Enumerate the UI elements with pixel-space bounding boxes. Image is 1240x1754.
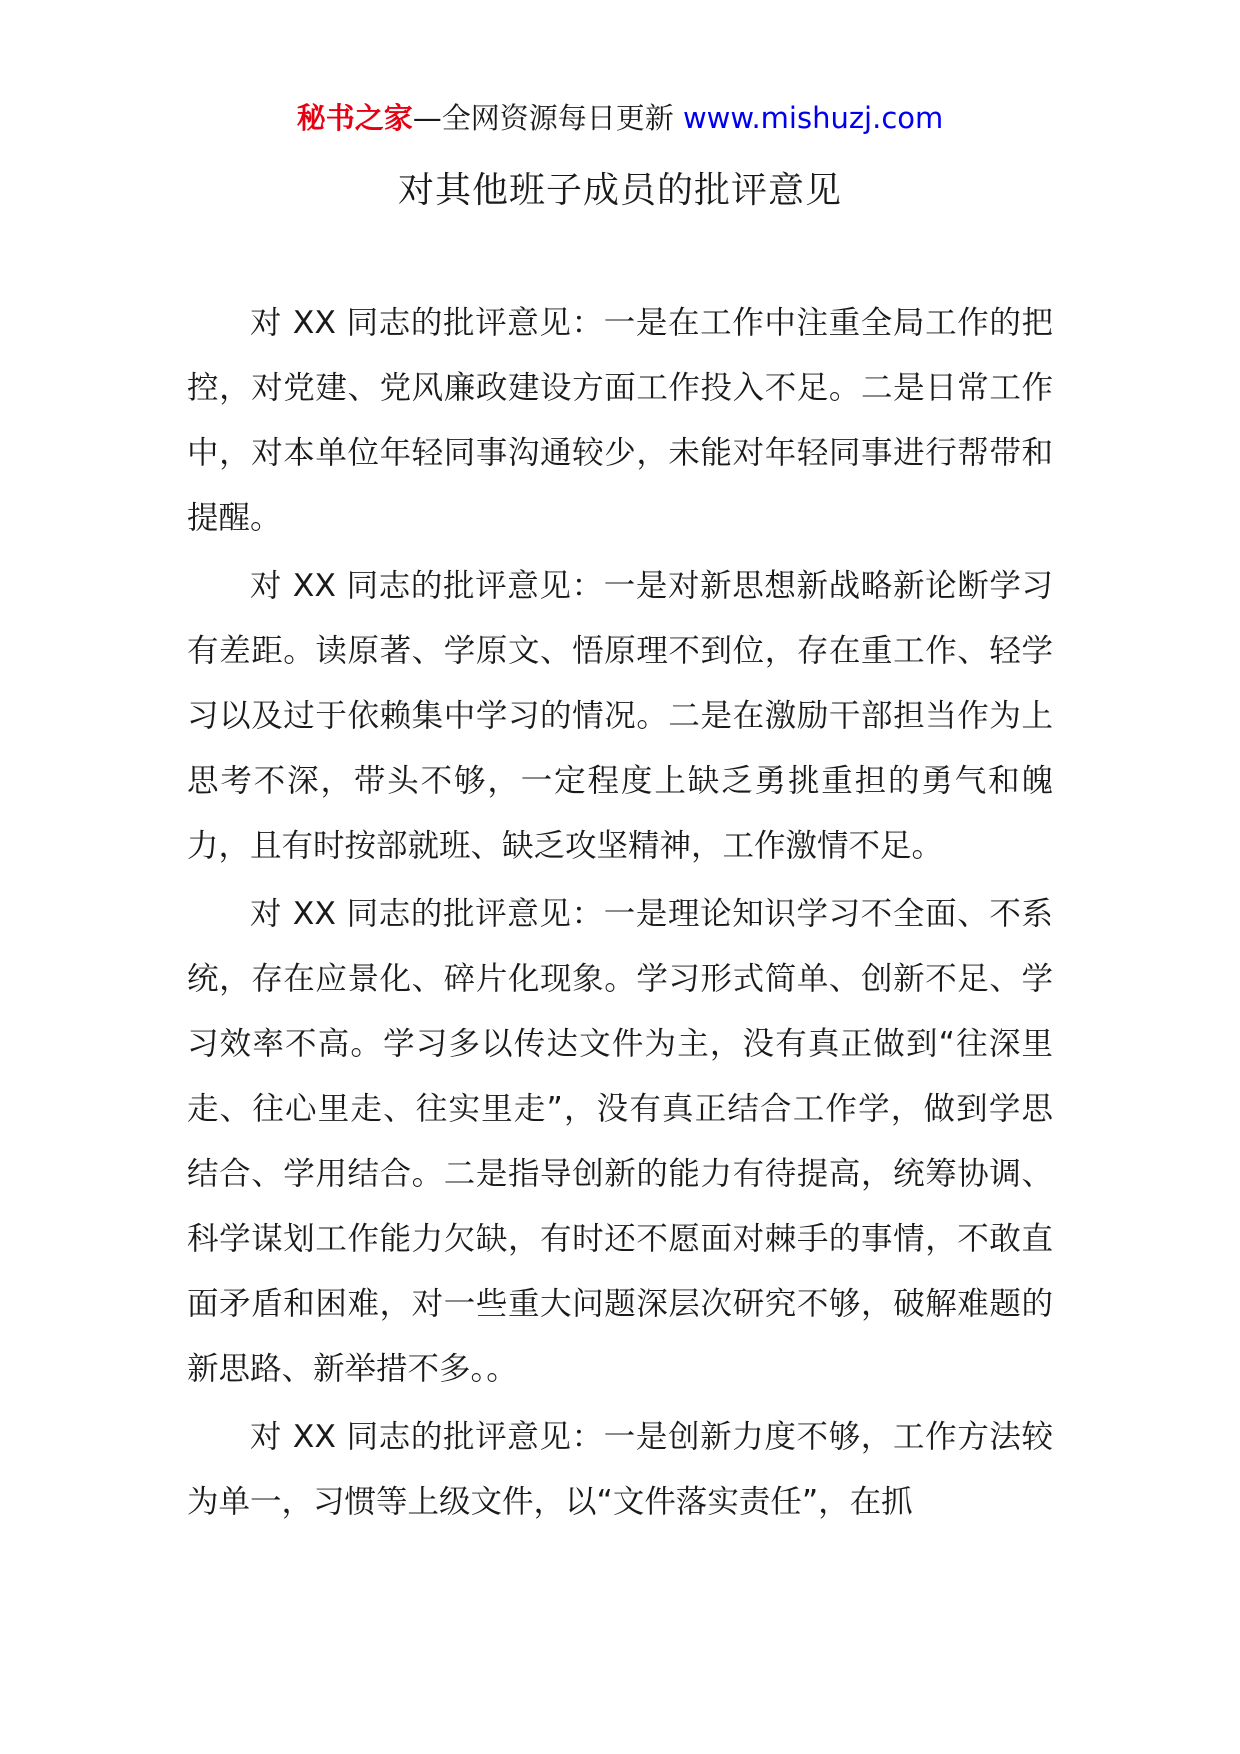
paragraph: 对 XX 同志的批评意见：一是创新力度不够，工作方法较为单一，习惯等上级文件，以“文件落实责任”，在抓: [187, 1419, 1053, 1520]
document-title: 对其他班子成员的批评意见: [397, 170, 842, 211]
paragraph: 对 XX 同志的批评意见：一是在工作中注重全局工作的把控，对党建、党风廉政建设方面工作投入不足。二是日常工作中，对本单位年轻同事沟通较少，未能对年轻同事进行帮带和提醒。: [187, 305, 1053, 536]
site-header: [0, 98, 1240, 138]
site-url-link[interactable]: www.mishuzj.com: [682, 101, 944, 135]
paragraph: 对 XX 同志的批评意见：一是对新思想新战略新论断学习有差距。读原著、学原文、悟原理不到位，存在重工作、轻学习以及过于依赖集中学习的情况。二是在激励干部担当作为上思考不深，带头不够，一定程度上缺乏勇挑重担的勇气和魄力，且有时按部就班、缺乏攻坚精神，工作激情不足。: [187, 568, 1053, 864]
site-tagline: —全网资源每日更新: [412, 101, 683, 135]
document-body: [187, 291, 1053, 1538]
site-brand: 秘书之家: [296, 101, 413, 135]
paragraph: 对 XX 同志的批评意见：一是理论知识学习不全面、不系统，存在应景化、碎片化现象。学习形式简单、创新不足、学习效率不高。学习多以传达文件为主，没有真正做到“往深里走、往心里走、往实里走”，没有真正结合工作学，做到学思结合、学用结合。二是指导创新的能力有待提高，统筹协调、科学谋划工作能力欠缺，有时还不愿面对棘手的事情，不敢直面矛盾和困难，对一些重大问题深层次研究不够，破解难题的新思路、新举措不多。。: [187, 896, 1053, 1387]
